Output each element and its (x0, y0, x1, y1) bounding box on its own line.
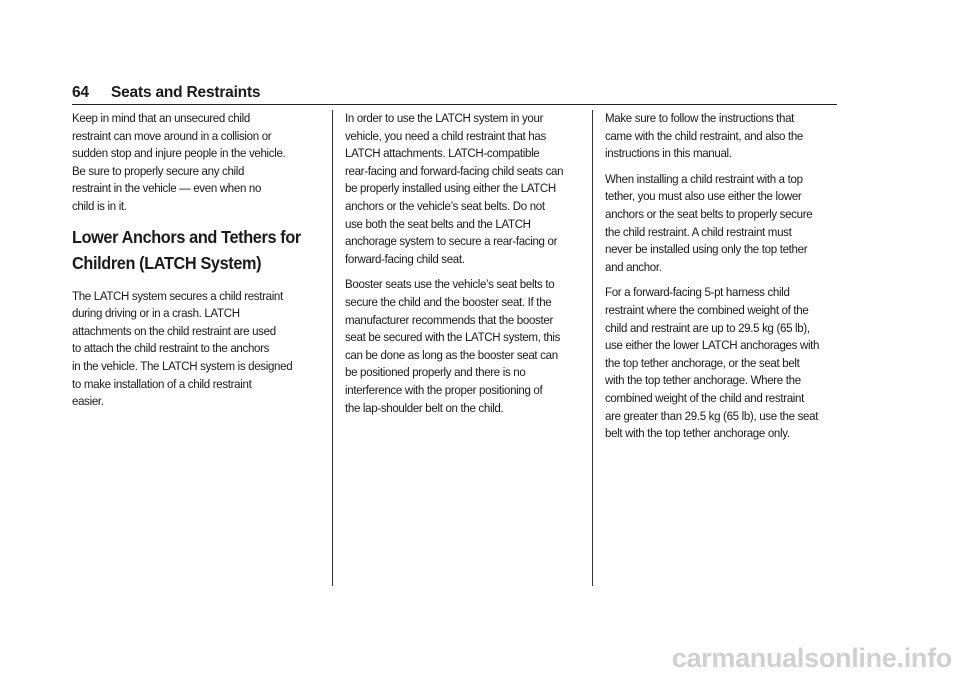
text-line: use either the lower LATCH anchorages with (605, 338, 820, 353)
column-middle (345, 110, 597, 425)
text-line: manufacturer recommends that the booster (345, 312, 553, 327)
paragraph (345, 110, 596, 268)
heading-line: Lower Anchors and Tethers for (72, 226, 301, 247)
text-line: with the top tether anchorage. Where the (605, 373, 801, 388)
text-line: For a forward-facing 5-pt harness child (605, 285, 790, 300)
text-line: In order to use the LATCH system in your (345, 111, 544, 125)
text-line: the lap-shoulder belt on the child. (345, 400, 504, 415)
text-line: Booster seats use the vehicle’s seat belts to (345, 277, 555, 292)
text-line: can be done as long as the booster seat can (345, 347, 558, 362)
text-line: child and restraint are up to 29.5 kg (65 lb), (605, 320, 810, 335)
paragraph (605, 171, 856, 277)
text-line: anchors or the vehicle’s seat belts. Do not (345, 198, 545, 213)
column-divider (332, 110, 333, 586)
text-line: the top tether anchorage, or the seat belt (605, 355, 800, 370)
section-title: Seats and Restraints (111, 84, 261, 101)
text-line: are greater than 29.5 kg (65 lb), use the seat (605, 408, 819, 423)
text-line: rear-facing and forward-facing child seats can (345, 163, 564, 178)
text-line: belt with the top tether anchorage only. (605, 426, 790, 441)
paragraph (345, 276, 596, 417)
page-header (72, 84, 837, 105)
text-line: secure the child and the booster seat. If the (345, 294, 552, 309)
text-line: instructions in this manual. (605, 146, 732, 161)
text-line: attachments on the child restraint are used (72, 323, 276, 338)
paragraph (605, 284, 856, 442)
text-line: vehicle, you need a child restraint that has (345, 128, 546, 143)
text-line: the child restraint. A child restraint must (605, 224, 792, 239)
text-line: When installing a child restraint with a top (605, 171, 803, 186)
column-right (605, 110, 857, 451)
section-heading (72, 224, 323, 276)
text-line: anchorage system to secure a rear-facing or (345, 234, 558, 249)
text-line: use both the seat belts and the LATCH (345, 216, 531, 231)
text-line: combined weight of the child and restraint (605, 390, 805, 405)
text-line: restraint can move around in a collision or (72, 128, 272, 143)
text-line: seat be secured with the LATCH system, this (345, 330, 561, 345)
text-line: be properly installed using either the LATCH (345, 181, 556, 196)
text-line: Make sure to follow the instructions that (605, 111, 795, 125)
text-line: during driving or in a crash. LATCH (72, 306, 240, 321)
text-line: never be installed using only the top tether (605, 242, 808, 257)
text-line: The LATCH system secures a child restraint (72, 288, 283, 303)
text-line: child is in it. (72, 198, 127, 213)
paragraph (72, 110, 323, 216)
text-line: restraint where the combined weight of the (605, 302, 809, 317)
text-line: LATCH attachments. LATCH-compatible (345, 146, 540, 161)
text-line: anchors or the seat belts to properly secure (605, 206, 813, 221)
column-left (72, 110, 324, 419)
text-line: Keep in mind that an unsecured child (72, 111, 250, 125)
watermark: carmanualsonline.info (671, 643, 952, 673)
text-line: to attach the child restraint to the anchors (72, 341, 270, 356)
text-line: easier. (72, 394, 104, 409)
text-line: came with the child restraint, and also the (605, 128, 804, 143)
text-line: to make installation of a child restraint (72, 376, 252, 391)
page-number: 64 (72, 84, 89, 101)
text-line: tether, you must also use either the lower (605, 189, 802, 204)
paragraph (605, 110, 856, 163)
text-line: forward-facing child seat. (345, 251, 465, 266)
text-line: interference with the proper positioning of (345, 382, 543, 397)
text-line: sudden stop and injure people in the vehicle. (72, 146, 286, 161)
text-line: restraint in the vehicle — even when no (72, 181, 262, 196)
text-line: Be sure to properly secure any child (72, 163, 245, 178)
heading-line: Children (LATCH System) (72, 252, 262, 273)
text-line: in the vehicle. The LATCH system is designed (72, 358, 293, 373)
text-line: be positioned properly and there is no (345, 365, 526, 380)
text-line: and anchor. (605, 259, 662, 274)
paragraph (72, 288, 323, 411)
